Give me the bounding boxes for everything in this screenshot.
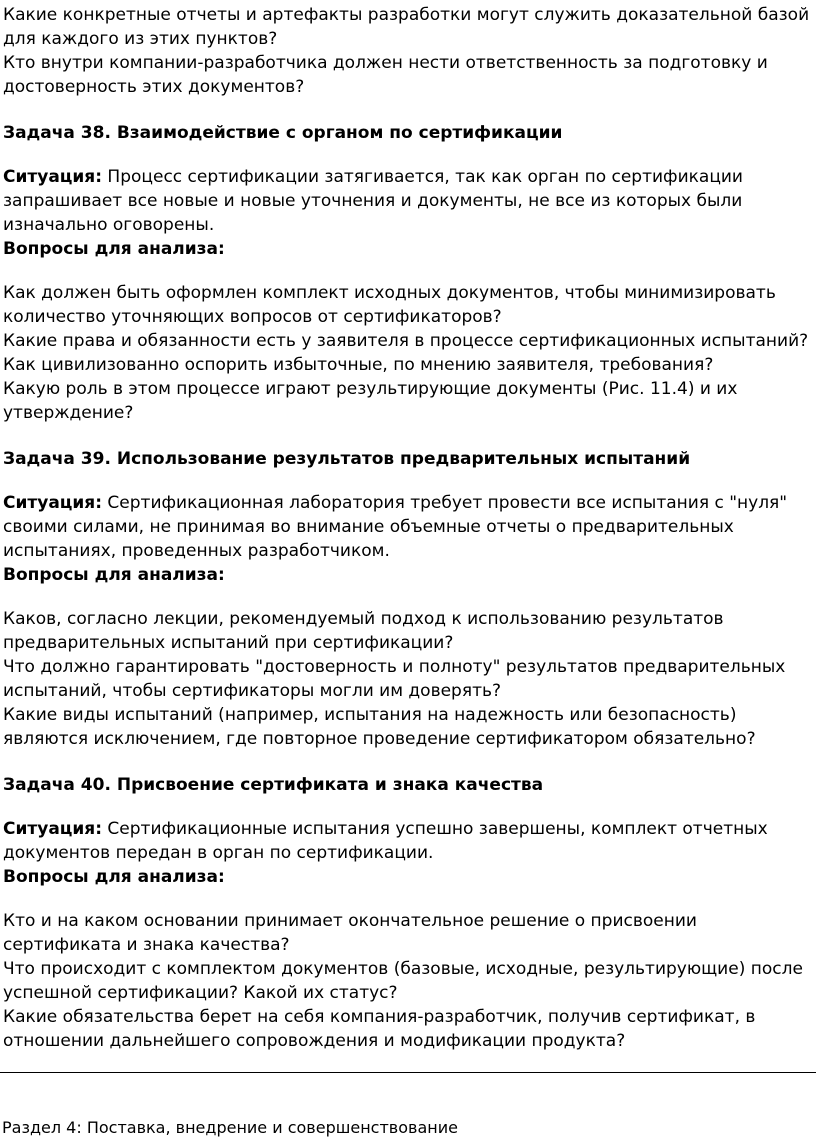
task-40 (3, 773, 812, 1053)
situation-label: Ситуация: (3, 493, 103, 513)
situation-label: Ситуация: (3, 819, 103, 839)
situation-text: Процесс сертификации затягивается, так как орган по сертификации запрашивает все новые и новые уточнения и документы, не все из которых были изначально оговорены. (3, 167, 743, 235)
footer-divider (0, 1072, 816, 1073)
intro-paragraph: Кто внутри компании-разработчика должен нести ответственность за подготовку и достоверность этих документов? (3, 53, 768, 97)
task-38 (3, 121, 812, 425)
situation-text: Сертификационная лаборатория требует провести все испытания с "нуля" своими силами, не принимая во внимание объемные отчеты о предварительных испытаниях, проведенных разработчиком. (3, 493, 788, 561)
task-title: Задача 40. Присвоение сертификата и знака качества (3, 775, 544, 795)
question-item: Как должен быть оформлен комплект исходных документов, чтобы минимизировать количество уточняющих вопросов от сертификаторов? (3, 283, 776, 327)
question-item: Какую роль в этом процессе играют результирующие документы (Рис. 11.4) и их утверждение? (3, 379, 738, 423)
situation-paragraph (3, 817, 812, 865)
task-39 (3, 447, 812, 751)
question-item: Какие права и обязанности есть у заявителя в процессе сертификационных испытаний? Как цивилизованно оспорить избыточные, по мнению заявителя, требования? (3, 331, 809, 375)
questions-label: Вопросы для анализа: (3, 867, 225, 887)
questions-label: Вопросы для анализа: (3, 239, 225, 259)
question-item: Кто и на каком основании принимает окончательное решение о присвоении сертификата и знака качества? (3, 911, 697, 955)
footer-section-title: Раздел 4: Поставка, внедрение и совершенствование (2, 1118, 458, 1137)
situation-text: Сертификационные испытания успешно завершены, комплект отчетных документов передан в орган по сертификации. (3, 819, 768, 863)
situation-label: Ситуация: (3, 167, 103, 187)
question-item: Что происходит с комплектом документов (базовые, исходные, результирующие) после успешной сертификации? Какой их статус? (3, 959, 803, 1003)
questions-list (3, 909, 812, 1053)
questions-list (3, 281, 812, 425)
situation-paragraph (3, 491, 812, 563)
question-item: Что должно гарантировать "достоверность и полноту" результатов предварительных испытаний, чтобы сертификаторы могли им доверять? (3, 657, 786, 701)
task-title: Задача 39. Использование результатов предварительных испытаний (3, 449, 691, 469)
question-item: Какие виды испытаний (например, испытания на надежность или безопасность) являются исключением, где повторное проведение сертификатором обязательно? (3, 705, 756, 749)
intro-paragraph: Какие конкретные отчеты и артефакты разработки могут служить доказательной базой для каждого из этих пунктов? (3, 5, 810, 49)
intro-block (3, 0, 812, 99)
question-item: Каков, согласно лекции, рекомендуемый подход к использованию результатов предварительных испытаний при сертификации? (3, 609, 724, 653)
questions-label: Вопросы для анализа: (3, 565, 225, 585)
situation-paragraph (3, 165, 812, 237)
task-title: Задача 38. Взаимодействие с органом по сертификации (3, 123, 563, 143)
questions-list (3, 607, 812, 751)
question-item: Какие обязательства берет на себя компания-разработчик, получив сертификат, в отношении дальнейшего сопровождения и модификации продукта? (3, 1007, 756, 1051)
